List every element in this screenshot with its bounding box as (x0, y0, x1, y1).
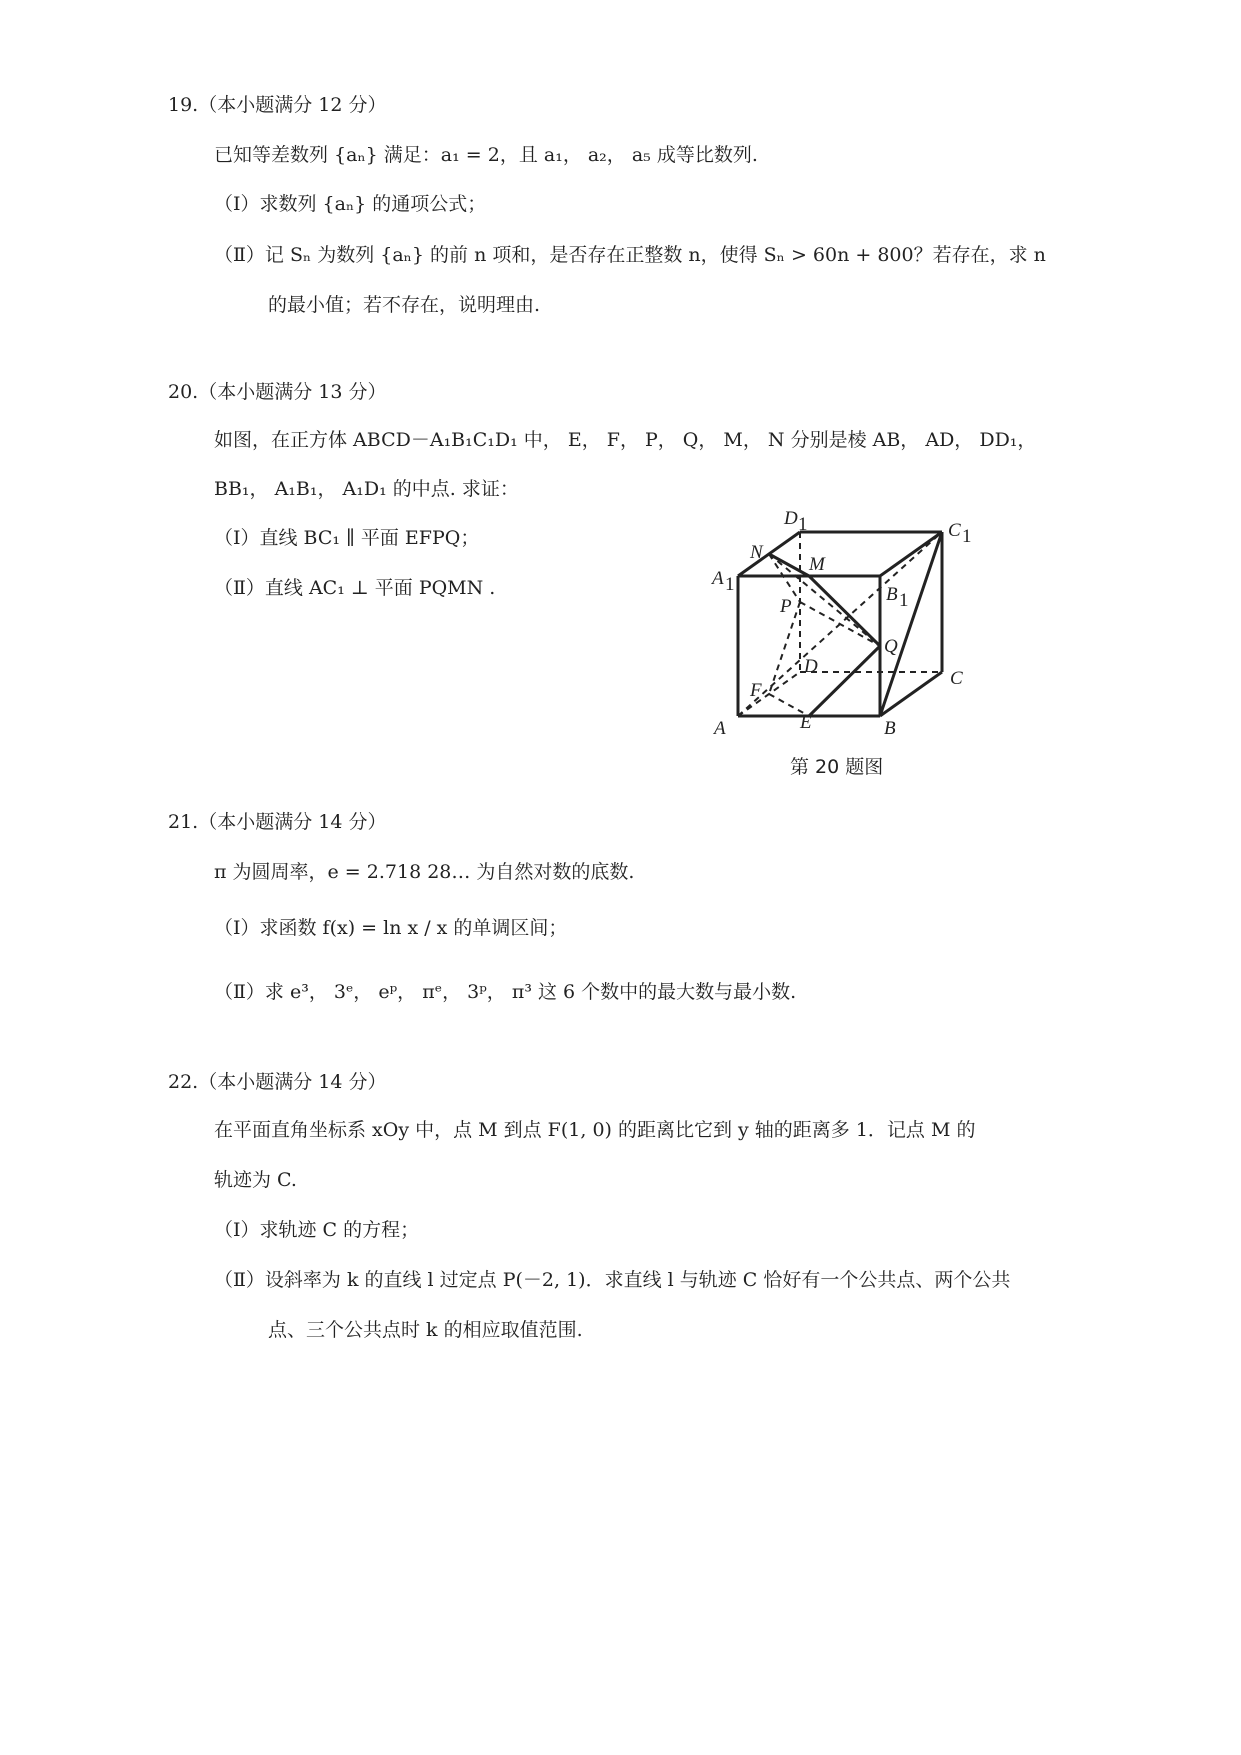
q21-part1: （Ⅰ）求函数 f(x) = ln x / x 的单调区间； (214, 917, 568, 939)
label-D1: D (784, 508, 798, 529)
q22-part2-cont: 点、三个公共点时 k 的相应取值范围. (268, 1319, 583, 1341)
q21-heading: 21.（本小题满分 14 分） (168, 811, 387, 833)
q20-stem: 如图，在正方体 ABCD－A₁B₁C₁D₁ 中， E， F， P， Q， M， N 分别是棱 AB， AD， DD₁， (214, 429, 1037, 451)
label-A1: A (712, 568, 724, 589)
q20-stem-cont: BB₁， A₁B₁， A₁D₁ 的中点. 求证： (214, 478, 519, 500)
q22-part1: （Ⅰ）求轨迹 C 的方程； (214, 1219, 420, 1241)
label-A1-sub: 1 (725, 574, 735, 595)
label-B1-sub: 1 (899, 590, 909, 611)
q19-part1: （Ⅰ）求数列 {aₙ} 的通项公式； (214, 193, 487, 215)
label-N: N (750, 542, 763, 563)
q22-part2: （Ⅱ）设斜率为 k 的直线 l 过定点 P(－2, 1)．求直线 l 与轨迹 C 恰好有一个公共点、两个公共 (214, 1269, 1011, 1291)
label-C1: C (948, 520, 961, 541)
label-C: C (950, 668, 963, 689)
label-P: P (780, 596, 792, 617)
label-C1-sub: 1 (962, 526, 972, 547)
label-Q: Q (884, 636, 898, 657)
label-B1: B (886, 584, 898, 605)
q20-heading: 20.（本小题满分 13 分） (168, 381, 387, 403)
q20-part2: （Ⅱ）直线 AC₁ ⊥ 平面 PQMN . (214, 577, 496, 599)
q21-part2: （Ⅱ）求 e³， 3ᵉ， eᵖ， πᵉ， 3ᵖ， π³ 这 6 个数中的最大数与最小数. (214, 981, 797, 1003)
cube-figure (700, 500, 980, 754)
label-D1-sub: 1 (798, 514, 808, 535)
q22-stem-cont: 轨迹为 C. (214, 1169, 297, 1191)
q22-heading: 22.（本小题满分 14 分） (168, 1071, 387, 1093)
label-B: B (884, 718, 896, 739)
q19-part2: （Ⅱ）记 Sₙ 为数列 {aₙ} 的前 n 项和，是否存在正整数 n，使得 Sₙ > 60n + 800？若存在，求 n (214, 244, 1046, 266)
label-F: F (750, 680, 762, 701)
q21-stem: π 为圆周率，e = 2.718 28… 为自然对数的底数. (214, 861, 635, 883)
q20-part1: （Ⅰ）直线 BC₁ ∥ 平面 EFPQ； (214, 527, 480, 549)
q19-part2-cont: 的最小值；若不存在，说明理由. (268, 294, 541, 316)
q19-stem: 已知等差数列 {aₙ} 满足：a₁ = 2，且 a₁， a₂， a₅ 成等比数列. (214, 144, 758, 166)
label-M: M (809, 554, 825, 575)
q22-stem: 在平面直角坐标系 xOy 中，点 M 到点 F(1, 0) 的距离比它到 y 轴的距离多 1．记点 M 的 (214, 1119, 976, 1141)
q19-heading: 19.（本小题满分 12 分） (168, 94, 387, 116)
figure-caption: 第 20 题图 (790, 756, 884, 778)
label-A: A (714, 718, 726, 739)
label-E: E (800, 712, 812, 733)
label-D: D (804, 656, 818, 677)
cube-diagram (700, 500, 980, 750)
